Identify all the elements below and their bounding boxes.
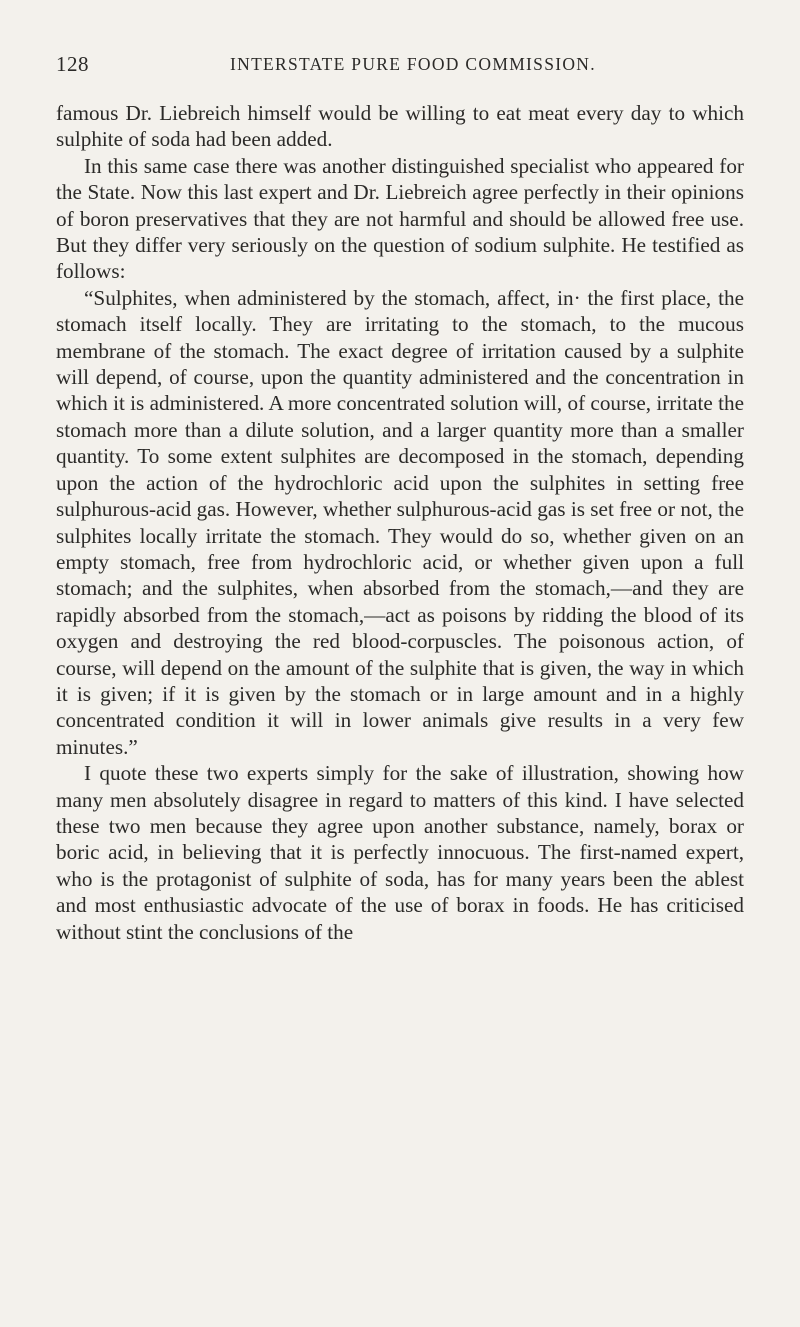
quoted-testimony: “Sulphites, when administered by the stomach, affect, in· the first place, the stomach itself locally. They are irritating to the stomach, to the mucous membrane of the stomach. The exact degree of irritation caused by a sulphite will depend, of course, upon the quantity administered and the concentration in which it is administered. A more concentrated solution will, of course, irritate the stomach more than a dilute solution, and a larger quantity more than a smaller quantity. To some extent sulphites are decomposed in the stomach, depending upon the action of the hydrochloric acid upon the sulphites in setting free sulphurous-acid gas. However, whether sulphurous-acid gas is set free or not, the sulphites locally irritate the stomach. They would do so, whether given on an empty stomach, free from hydrochloric acid, or whether given upon a full stomach; and the sulphites, when absorbed from the stomach,—and they are rapidly absorbed from the stomach,—act as poisons by ridding the blood of its oxygen and destroying the red blood-corpuscles. The poisonous action, of course, will depend on the amount of the sulphite that is given, the way in which it is given; if it is given by the stomach or in large amount and in a highly concentrated condition it will in lower animals give results in a very few minutes.”	[56, 285, 744, 759]
running-title: INTERSTATE PURE FOOD COMMISSION.	[230, 54, 596, 74]
body-text	[56, 100, 744, 945]
paragraph-continued: famous Dr. Liebreich himself would be willing to eat meat every day to which sulphite of soda had been added.	[56, 101, 744, 152]
paragraph-author-commentary: I quote these two experts simply for the sake of illustration, showing how many men absolutely disagree in regard to matters of this kind. I have selected these two men because they agree upon another substance, namely, borax or boric acid, in believing that it is perfectly innocuous. The first-named expert, who is the protagonist of sulphite of soda, has for many years been the ablest and most enthusiastic advocate of the use of borax in foods. He has criticised without stint the conclusions of the	[56, 761, 744, 944]
paragraph-second-specialist: In this same case there was another distinguished specialist who appeared for the State. Now this last expert and Dr. Liebreich agree perfectly in their opinions of boron preservatives that they are not harmful and should be allowed free use. But they differ very seriously on the question of sodium sulphite. He testified as follows:	[56, 153, 744, 284]
running-header	[56, 52, 744, 82]
page-number: 128	[56, 52, 89, 76]
